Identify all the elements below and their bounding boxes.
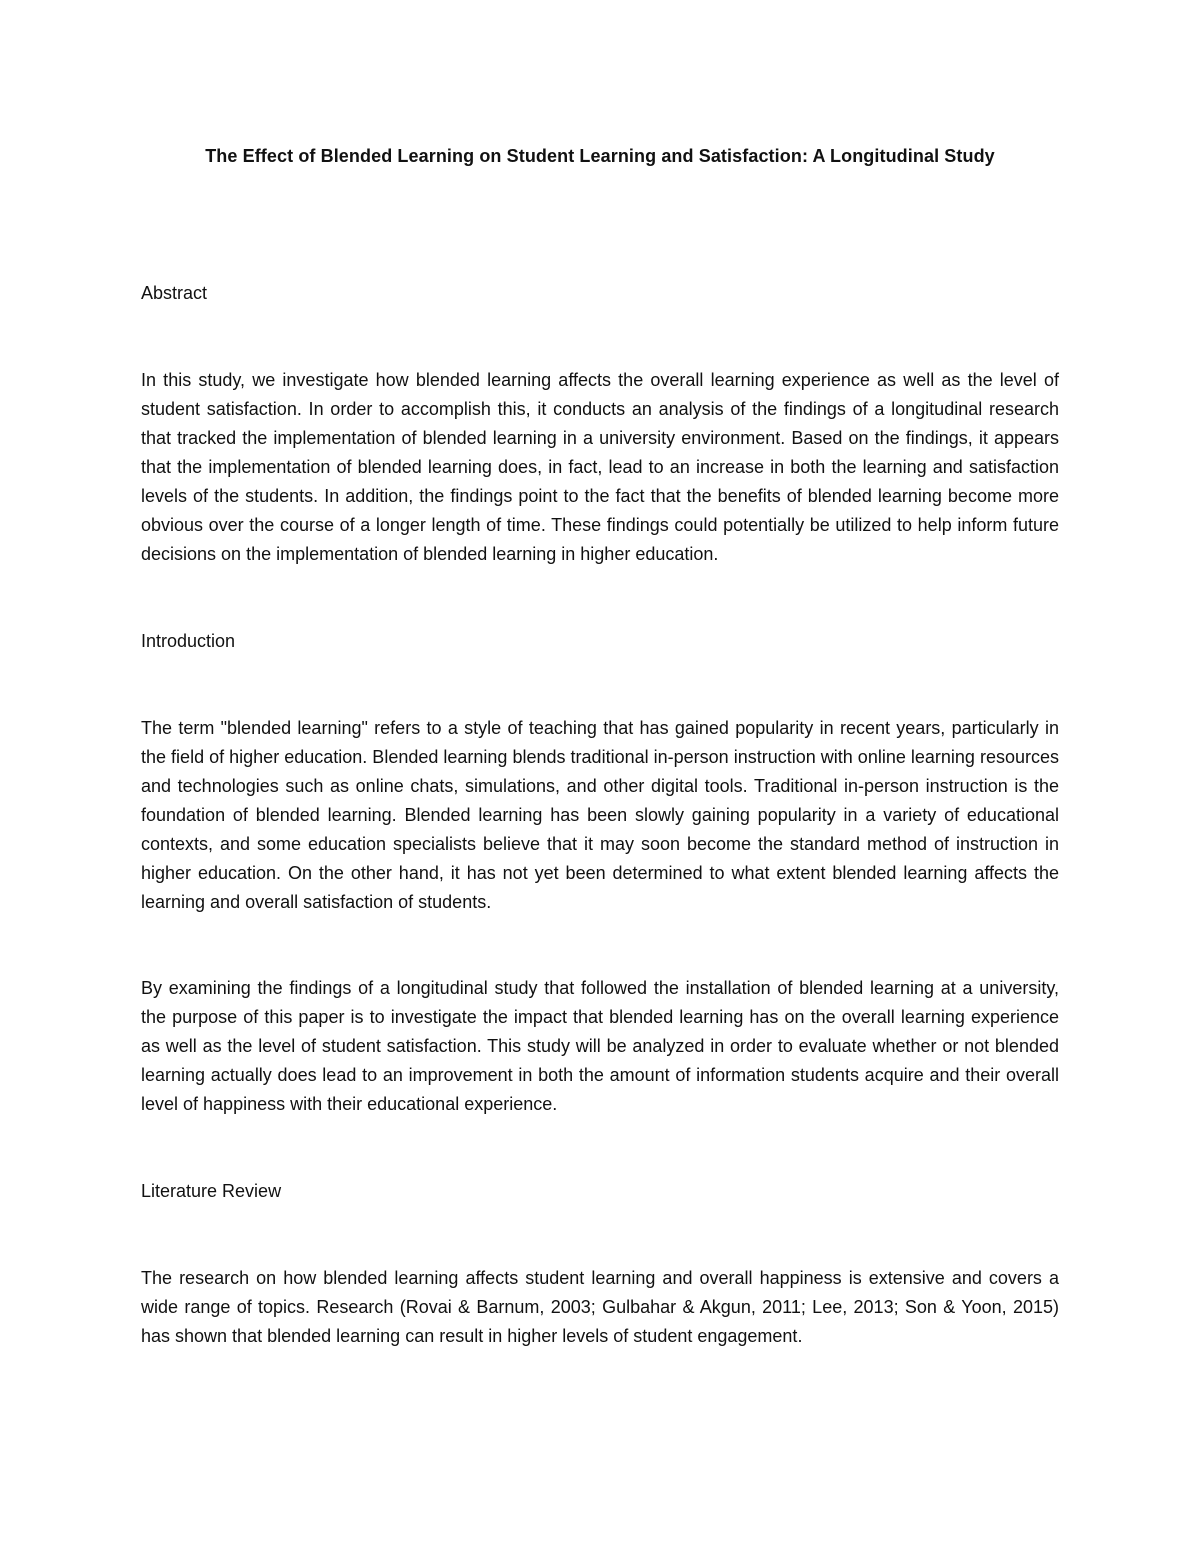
spacer: [141, 656, 1059, 714]
introduction-heading: Introduction: [141, 631, 236, 651]
spacer: [141, 176, 1059, 279]
document-body: [141, 136, 1059, 1351]
introduction-paragraph-1: The term "blended learning" refers to a style of teaching that has gained popularity in recent years, particularly in the field of higher education. Blended learning blends traditional in-person instruction with online learning resources and technologies such as online chats, simulations, and other digital tools. Traditional in-person instruction is the foundation of blended learning. Blended learning has been slowly gaining popularity in a variety of educational contexts, and some education specialists believe that it may soon become the standard method of instruction in higher education. On the other hand, it has not yet been determined to what extent blended learning affects the learning and overall satisfaction of students.: [141, 718, 1059, 912]
literature-review-heading: Literature Review: [141, 1181, 282, 1201]
spacer: [141, 308, 1059, 366]
spacer: [141, 1119, 1059, 1177]
document-title: The Effect of Blended Learning on Student Learning and Satisfaction: A Longitudinal Study: [205, 146, 995, 166]
abstract-paragraph: In this study, we investigate how blended learning affects the overall learning experience as well as the level of student satisfaction. In order to accomplish this, it conducts an analysis of the findings of a longitudinal research that tracked the implementation of blended learning in a university environment. Based on the findings, it appears that the implementation of blended learning does, in fact, lead to an increase in both the learning and satisfaction levels of the students. In addition, the findings point to the fact that the benefits of blended learning become more obvious over the course of a longer length of time. These findings could potentially be utilized to help inform future decisions on the implementation of blended learning in higher education.: [141, 370, 1059, 564]
spacer: [141, 1206, 1059, 1264]
spacer: [141, 569, 1059, 627]
introduction-paragraph-2: By examining the findings of a longitudinal study that followed the installation of blended learning at a university, the purpose of this paper is to investigate the impact that blended learning has on the overall learning experience as well as the level of student satisfaction. This study will be analyzed in order to evaluate whether or not blended learning actually does lead to an improvement in both the amount of information students acquire and their overall level of happiness with their educational experience.: [141, 978, 1059, 1114]
literature-review-paragraph: The research on how blended learning affects student learning and overall happiness is extensive and covers a wide range of topics. Research (Rovai & Barnum, 2003; Gulbahar & Akgun, 2011; Lee, 2013; Son & Yoon, 2015) has shown that blended learning can result in higher levels of student engagement.: [141, 1268, 1059, 1346]
spacer: [141, 917, 1059, 974]
abstract-heading: Abstract: [141, 283, 208, 303]
